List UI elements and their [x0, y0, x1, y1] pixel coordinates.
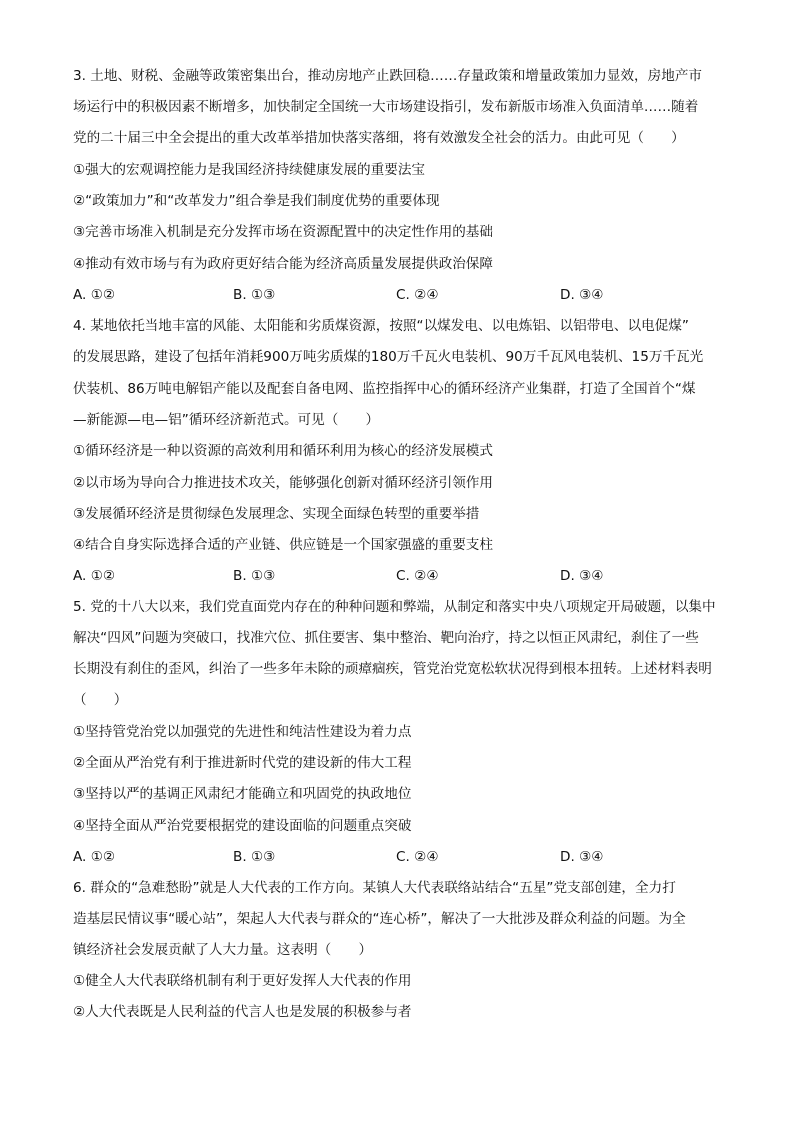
question-4-stem-line-2: 的发展思路，建设了包括年消耗900万吨劣质煤的180万千瓦火电装机、90万千瓦风电装机、15万千瓦光: [73, 349, 704, 365]
question-5-option-3: ③坚持以严的基调正风肃纪才能确立和巩固党的执政地位: [73, 786, 412, 802]
question-3-choice-d[interactable]: D. ③④: [560, 287, 604, 303]
question-4-option-2: ②以市场为导向合力推进技术攻关，能够强化创新对循环经济引领作用: [73, 475, 493, 491]
question-4-stem-line-3: 伏装机、86万吨电解铝产能以及配套自备电网、监控指挥中心的循环经济产业集群，打造了全国首个“煤: [73, 381, 696, 397]
question-4-stem-line-1: 4. 某地依托当地丰富的风能、太阳能和劣质煤资源，按照“以煤发电、以电炼铝、以铝带电、以电促煤”: [73, 318, 689, 334]
question-6-stem-line-3: 镇经济社会发展贡献了人大力量。这表明（ ）: [73, 942, 373, 958]
question-3-choices: [73, 285, 723, 305]
question-4-choice-b[interactable]: B. ①③: [233, 568, 276, 584]
question-5-choice-d[interactable]: D. ③④: [560, 849, 604, 865]
question-5-stem-line-1: 5. 党的十八大以来，我们党直面党内存在的种种问题和弊端，从制定和落实中央八项规定开局破题，以集中: [73, 599, 716, 615]
question-5-option-2: ②全面从严治党有利于推进新时代党的建设新的伟大工程: [73, 755, 412, 771]
question-3-choice-b[interactable]: B. ①③: [233, 287, 276, 303]
question-4-choices: [73, 566, 723, 586]
question-3-option-3: ③完善市场准入机制是充分发挥市场在资源配置中的决定性作用的基础: [73, 224, 493, 240]
question-4-option-1: ①循环经济是一种以资源的高效利用和循环利用为核心的经济发展模式: [73, 443, 493, 459]
question-5-choices: [73, 847, 723, 867]
question-5-choice-c[interactable]: C. ②④: [396, 849, 439, 865]
question-3-option-1: ①强大的宏观调控能力是我国经济持续健康发展的重要法宝: [73, 162, 426, 178]
question-4-stem-line-4: —新能源—电—铝”循环经济新范式。可见（ ）: [73, 412, 380, 428]
question-5-stem-line-4: （ ）: [73, 692, 128, 708]
question-3-stem-line-2: 场运行中的积极因素不断增多，加快制定全国统一大市场建设指引，发布新版市场准入负面清单……随着: [73, 99, 699, 115]
question-5-option-1: ①坚持管党治党以加强党的先进性和纯洁性建设为着力点: [73, 724, 412, 740]
question-4-option-3: ③发展循环经济是贯彻绿色发展理念、实现全面绿色转型的重要举措: [73, 506, 480, 522]
question-4-choice-c[interactable]: C. ②④: [396, 568, 439, 584]
question-3-choice-c[interactable]: C. ②④: [396, 287, 439, 303]
question-6-stem-line-1: 6. 群众的“急难愁盼”就是人大代表的工作方向。某镇人大代表联络站结合“五星”党支部创建，全力打: [73, 880, 676, 896]
question-3-choice-a[interactable]: A. ①②: [73, 287, 116, 303]
question-4-choice-a[interactable]: A. ①②: [73, 568, 116, 584]
question-3-stem-line-1: 3. 土地、财税、金融等政策密集出台，推动房地产止跌回稳……存量政策和增量政策加力显效，房地产市: [73, 68, 703, 84]
question-6-option-1: ①健全人大代表联络机制有利于更好发挥人大代表的作用: [73, 973, 412, 989]
question-5-option-4: ④坚持全面从严治党要根据党的建设面临的问题重点突破: [73, 818, 412, 834]
question-5-choice-b[interactable]: B. ①③: [233, 849, 276, 865]
question-6-stem-line-2: 造基层民情议事“暖心站”，架起人大代表与群众的“连心桥”，解决了一大批涉及群众利益的问题。为全: [73, 911, 686, 927]
question-3-option-4: ④推动有效市场与有为政府更好结合能为经济高质量发展提供政治保障: [73, 256, 493, 272]
question-5-choice-a[interactable]: A. ①②: [73, 849, 116, 865]
question-4-option-4: ④结合自身实际选择合适的产业链、供应链是一个国家强盛的重要支柱: [73, 537, 493, 553]
question-6-option-2: ②人大代表既是人民利益的代言人也是发展的积极参与者: [73, 1004, 412, 1020]
question-5-stem-line-3: 长期没有刹住的歪风，纠治了一些多年未除的顽瘴痼疾，管党治党宽松软状况得到根本扭转。上述材料表明: [73, 661, 712, 677]
question-4-choice-d[interactable]: D. ③④: [560, 568, 604, 584]
question-3-stem-line-3: 党的二十届三中全会提出的重大改革举措加快落实落细，将有效激发全社会的活力。由此可见（ ）: [73, 130, 685, 146]
question-5-stem-line-2: 解决“四风”问题为突破口，找准穴位、抓住要害、集中整治、靶向治疗，持之以恒正风肃纪，刹住了一些: [73, 630, 699, 646]
question-3-option-2: ②“政策加力”和“改革发力”组合拳是我们制度优势的重要体现: [73, 193, 440, 209]
